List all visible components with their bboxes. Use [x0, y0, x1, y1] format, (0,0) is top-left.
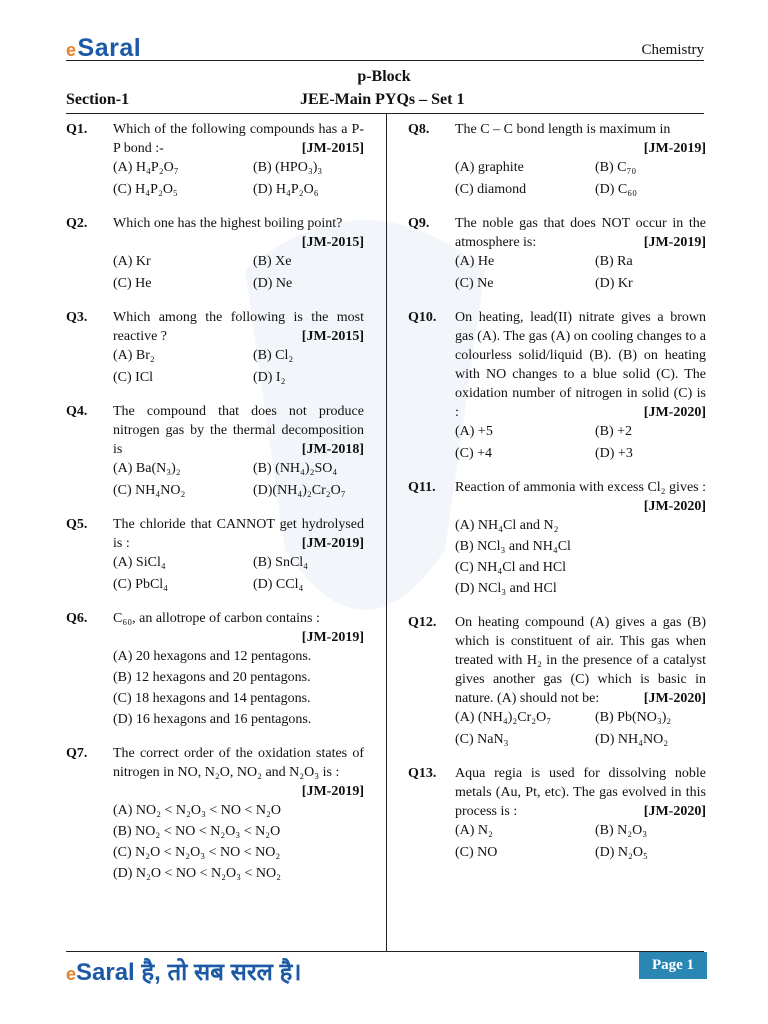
right-column — [408, 120, 706, 877]
option-item: (D) N₂O < NO < N₂O₃ < NO₂ — [113, 866, 282, 881]
exam-tag: [JM-2015] — [301, 235, 364, 250]
saral-logo — [66, 34, 141, 63]
question-text — [455, 308, 706, 422]
page-title: p-Block — [357, 68, 411, 85]
exam-tag: [JM-2019] — [301, 630, 364, 645]
option-item: (D) NH₄NO₂ — [595, 732, 669, 747]
option-item: (A) Br₂ — [113, 348, 155, 363]
question-stem: C₆₀, an allotrope of carbon contains : — [113, 611, 320, 626]
option-item: (C) NaN₃ — [455, 732, 509, 747]
question-stem: Which among the following is the most reactive ? — [113, 310, 364, 344]
option-item: (A) He — [455, 254, 495, 269]
question-item — [408, 214, 706, 293]
options-group — [455, 422, 706, 463]
option-item: (D) N₂O₅ — [595, 845, 648, 860]
question-text — [113, 120, 364, 158]
subject-label: Chemistry — [641, 42, 704, 58]
question-item — [66, 744, 364, 883]
question-number: Q12. — [408, 615, 437, 630]
option-item: (B) Pb(NO₃)₂ — [595, 710, 672, 725]
question-text — [455, 214, 706, 252]
question-text — [455, 478, 706, 516]
header-divider — [66, 60, 704, 61]
option-item: (B) C₇₀ — [595, 160, 637, 175]
question-item — [66, 402, 364, 500]
exam-tag: [JM-2015] — [301, 329, 364, 344]
option-item: (D) Ne — [253, 276, 293, 291]
question-text — [455, 764, 706, 821]
option-item: (B) Xe — [253, 254, 292, 269]
question-number: Q10. — [408, 310, 437, 325]
option-item: (D) NCl₃ and HCl — [455, 581, 557, 596]
exam-tag: [JM-2015] — [301, 141, 364, 156]
left-column — [66, 120, 364, 898]
options-group — [455, 158, 706, 199]
option-item: (B) SnCl₄ — [253, 555, 309, 570]
option-item: (D) C₆₀ — [595, 182, 638, 197]
option-item: (B) NO₂ < NO < N₂O₃ < N₂O — [113, 824, 281, 839]
option-item: (C) 18 hexagons and 14 pentagons. — [113, 691, 311, 706]
footer-divider — [66, 951, 704, 952]
option-item: (A) NO₂ < N₂O₃ < NO < N₂O — [113, 803, 282, 818]
option-item: (A) +5 — [455, 424, 493, 439]
question-text — [113, 402, 364, 459]
option-item: (C) +4 — [455, 446, 493, 461]
option-item: (C) ICl — [113, 370, 154, 385]
question-item — [408, 764, 706, 862]
option-item: (A) N₂ — [455, 823, 493, 838]
option-item: (B) 12 hexagons and 20 pentagons. — [113, 670, 311, 685]
options-group — [113, 553, 364, 594]
option-item: (D) I₂ — [253, 370, 286, 385]
option-item: (B) (NH₄)₂SO₄ — [253, 461, 338, 476]
question-number: Q3. — [66, 310, 88, 325]
options-group — [455, 516, 706, 598]
question-text — [113, 515, 364, 553]
question-stem: Which one has the highest boiling point? — [113, 216, 343, 231]
question-stem: The chloride that CANNOT get hydrolysed is : — [113, 517, 364, 551]
question-text — [113, 744, 364, 801]
question-number: Q9. — [408, 216, 430, 231]
options-group — [455, 708, 706, 749]
question-text — [113, 308, 364, 346]
question-item — [408, 613, 706, 749]
question-text — [113, 214, 364, 252]
question-number: Q1. — [66, 122, 88, 137]
option-item: (B) Cl₂ — [253, 348, 294, 363]
options-group — [455, 821, 706, 862]
option-item: (C) Ne — [455, 276, 494, 291]
option-item: (D)(NH₄)₂Cr₂O₇ — [253, 483, 346, 498]
question-item — [66, 308, 364, 387]
question-item — [66, 609, 364, 729]
options-group — [113, 647, 364, 729]
option-item: (A) SiCl₄ — [113, 555, 166, 570]
logo-mark: e — [66, 40, 77, 60]
question-item — [408, 478, 706, 598]
exam-tag: [JM-2020] — [643, 499, 706, 514]
option-item: (C) NH₄NO₂ — [113, 483, 186, 498]
question-number: Q8. — [408, 122, 430, 137]
question-number: Q6. — [66, 611, 88, 626]
logo-text: Saral — [77, 34, 142, 62]
option-item: (A) graphite — [455, 160, 524, 175]
question-stem: On heating compound (A) gives a gas (B) which is constituent of air. This gas when treated with H₂ in the presence of a catalyst gives another gas (C) which is basic in nature. (A) should not be: — [455, 615, 706, 706]
title-divider — [66, 113, 704, 114]
exam-tag: [JM-2018] — [301, 442, 364, 457]
question-stem: The compound that does not produce nitrogen gas by the thermal decomposition is — [113, 404, 364, 457]
question-number: Q2. — [66, 216, 88, 231]
option-item: (C) He — [113, 276, 152, 291]
option-item: (A) NH₄Cl and N₂ — [455, 518, 559, 533]
option-item: (A) Kr — [113, 254, 151, 269]
question-stem: The noble gas that does NOT occur in the atmosphere is: — [455, 216, 706, 250]
option-item: (B) Ra — [595, 254, 633, 269]
set-title: JEE-Main PYQs – Set 1 — [300, 91, 465, 108]
question-text — [113, 609, 364, 647]
question-number: Q13. — [408, 766, 437, 781]
option-item: (A) (NH₄)₂Cr₂O₇ — [455, 710, 552, 725]
page-number-badge: Page 1 — [639, 952, 707, 979]
option-item: (D) CCl₄ — [253, 577, 304, 592]
option-item: (C) diamond — [455, 182, 527, 197]
question-text — [455, 613, 706, 708]
footer-logo-text: Saral है, तो सब सरल है। — [76, 959, 302, 986]
option-item: (D) Kr — [595, 276, 633, 291]
option-item: (D) +3 — [595, 446, 633, 461]
question-number: Q4. — [66, 404, 88, 419]
option-item: (A) 20 hexagons and 12 pentagons. — [113, 649, 312, 664]
question-number: Q7. — [66, 746, 88, 761]
question-text — [455, 120, 706, 158]
option-item: (B) NCl₃ and NH₄Cl — [455, 539, 571, 554]
question-number: Q11. — [408, 480, 436, 495]
option-item: (C) N₂O < N₂O₃ < NO < NO₂ — [113, 845, 281, 860]
footer-logo — [66, 955, 301, 988]
option-item: (B) +2 — [595, 424, 633, 439]
question-item — [408, 120, 706, 199]
option-item: (C) PbCl₄ — [113, 577, 169, 592]
option-item: (C) NH₄Cl and HCl — [455, 560, 567, 575]
exam-tag: [JM-2020] — [643, 405, 706, 420]
options-group — [455, 252, 706, 293]
question-item — [408, 308, 706, 463]
section-label: Section-1 — [66, 91, 130, 108]
footer-logo-mark: e — [66, 964, 77, 984]
question-item — [66, 214, 364, 293]
options-group — [113, 346, 364, 387]
question-item — [66, 515, 364, 594]
question-item — [66, 120, 364, 199]
option-item: (C) NO — [455, 845, 498, 860]
option-item: (B) (HPO₃)₃ — [253, 160, 323, 175]
question-number: Q5. — [66, 517, 88, 532]
option-item: (D) H₄P₂O₆ — [253, 182, 319, 197]
exam-tag: [JM-2019] — [643, 141, 706, 156]
options-group — [113, 158, 364, 199]
exam-tag: [JM-2019] — [301, 536, 364, 551]
option-item: (A) Ba(N₃)₂ — [113, 461, 181, 476]
option-item: (A) H₄P₂O₇ — [113, 160, 179, 175]
option-item: (C) H₄P₂O₅ — [113, 182, 178, 197]
exam-tag: [JM-2020] — [643, 691, 706, 706]
exam-tag: [JM-2019] — [643, 235, 706, 250]
exam-tag: [JM-2020] — [643, 804, 706, 819]
options-group — [113, 252, 364, 293]
option-item: (D) 16 hexagons and 16 pentagons. — [113, 712, 312, 727]
options-group — [113, 459, 364, 500]
option-item: (B) N₂O₃ — [595, 823, 648, 838]
exam-tag: [JM-2019] — [301, 784, 364, 799]
question-stem: Which of the following compounds has a P-P bond :- — [113, 122, 364, 156]
question-stem: The C – C bond length is maximum in — [455, 122, 671, 137]
question-stem: The correct order of the oxidation states of nitrogen in NO, N₂O, NO₂ and N₂O₃ is : — [113, 746, 364, 780]
question-stem: On heating, lead(II) nitrate gives a brown gas (A). The gas (A) on cooling changes to a colourless solid/liquid (B). (B) on heating with NO changes to a blue solid (C). The oxidation number of nitrogen in solid (C) is : — [455, 310, 706, 420]
options-group — [113, 801, 364, 883]
question-stem: Reaction of ammonia with excess Cl₂ gives : — [455, 480, 706, 495]
question-stem: Aqua regia is used for dissolving noble metals (Au, Pt, etc). The gas evolved in this process is : — [455, 766, 706, 819]
